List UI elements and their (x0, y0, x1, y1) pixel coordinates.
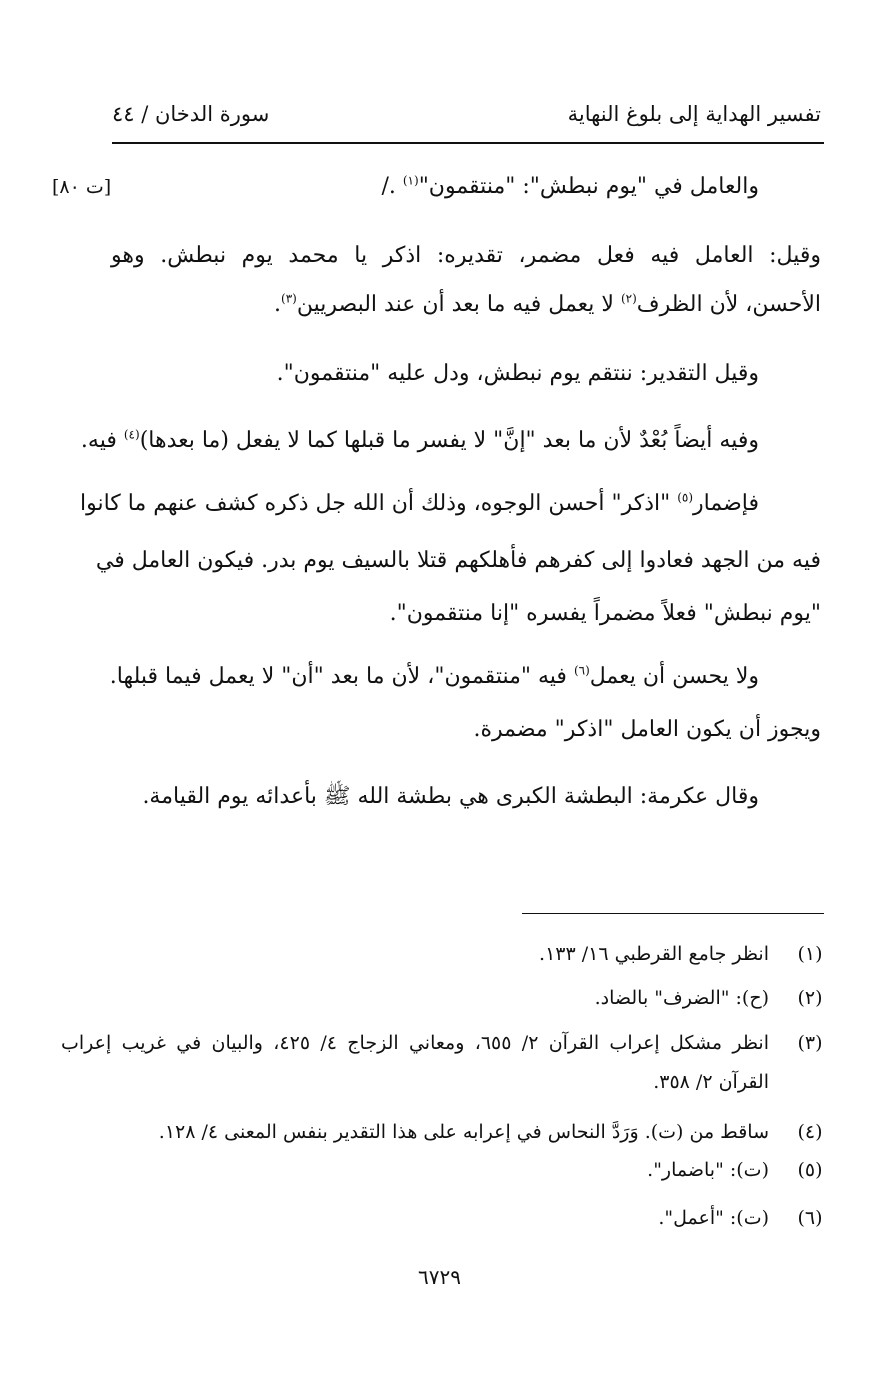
footnote-text: انظر جامع القرطبي ١٦/ ١٣٣. (539, 943, 769, 965)
text-segment: فإضمار (693, 491, 759, 516)
paragraph-1-line-1 (381, 172, 759, 202)
text-segment: فيه. (80, 428, 124, 453)
footnote-ref-4: (٤) (123, 427, 140, 442)
footnote-text: (ت): "أعمل". (658, 1207, 769, 1229)
footnote-ref-6: (٦) (573, 663, 590, 678)
paragraph-5-line-3: "يوم نبطش" فعلاً مضمراً يفسره "إنا منتقمون". (389, 601, 821, 626)
paragraph-6-line-2: ويجوز أن يكون العامل "اذكر" مضمرة. (473, 717, 821, 742)
paragraph-7-line-1: وقال عكرمة: البطشة الكبرى هي بطشة الله ﷺ بأعدائه يوم القيامة. (142, 784, 759, 809)
paragraph-5-line-2: فيه من الجهد فعادوا إلى كفرهم فأهلكهم قتلا بالسيف يوم بدر. فيكون العامل في (95, 548, 821, 573)
running-header-book-title: تفسير الهداية إلى بلوغ النهاية (567, 102, 821, 126)
paragraph-6-line-1 (110, 662, 759, 692)
footnote-text: (ح): "الضرف" بالضاد. (594, 987, 769, 1009)
footnote-text-continued: القرآن ٢/ ٣٥٨. (653, 1071, 769, 1093)
footnote-ref-5: (٥) (677, 490, 694, 505)
footnote-separator (522, 913, 824, 914)
footnote-number: (٤) (797, 1121, 823, 1143)
manuscript-margin-reference: [ت ٨٠] (52, 176, 112, 198)
footnote-number: (١) (797, 943, 823, 965)
footnote-text: (ت): "باضمار". (647, 1159, 769, 1181)
text-segment: وفيه أيضاً بُعْدٌ لأن ما بعد "إنَّ" لا يفسر ما قبلها كما لا يفعل (ما بعدها) (139, 428, 759, 453)
footnote-ref-1: (١) (402, 173, 419, 188)
text-segment: الأحسن، لأن الظرف (636, 292, 821, 317)
text-segment: ./ (381, 174, 403, 199)
footnote-number: (٥) (797, 1159, 823, 1181)
text-segment: . (274, 292, 282, 317)
text-segment: ولا يحسن أن يعمل (589, 664, 759, 689)
footnote-ref-2: (٢) (620, 291, 637, 306)
footnote-text: انظر مشكل إعراب القرآن ٢/ ٦٥٥، ومعاني الزجاج ٤/ ٤٢٥، والبيان في غريب إعراب (61, 1032, 769, 1054)
paragraph-4-line-1 (81, 426, 759, 456)
footnote-ref-3: (٣) (281, 291, 297, 306)
page-number: ٦٧٢٩ (418, 1265, 461, 1289)
paragraph-2-line-2 (274, 290, 821, 320)
text-segment: والعامل في "يوم نبطش": "منتقمون" (418, 174, 759, 199)
paragraph-2-line-1: وقيل: العامل فيه فعل مضمر، تقديره: اذكر يا محمد يوم نبطش. وهو (111, 243, 821, 268)
text-segment: لا يعمل فيه ما بعد أن عند البصريين (296, 292, 621, 317)
footnote-number: (٣) (797, 1032, 823, 1054)
text-segment: "اذكر" أحسن الوجوه، وذلك أن الله جل ذكره كشف عنهم ما كانوا (79, 491, 678, 516)
paragraph-5-line-1 (80, 489, 759, 519)
text-segment: فيه "منتقمون"، لأن ما بعد "أن" لا يعمل فيما قبلها. (109, 664, 574, 689)
footnote-number: (٦) (797, 1207, 823, 1229)
footnote-text: ساقط من (ت). وَرَدَّ النحاس في إعرابه على هذا التقدير بنفس المعنى ٤/ ١٢٨. (158, 1121, 769, 1143)
paragraph-3-line-1: وقيل التقدير: ننتقم يوم نبطش، ودل عليه "منتقمون". (276, 361, 759, 386)
footnote-number: (٢) (797, 987, 823, 1009)
running-header-surah: سورة الدخان / ٤٤ (112, 102, 270, 126)
header-rule (112, 142, 824, 144)
